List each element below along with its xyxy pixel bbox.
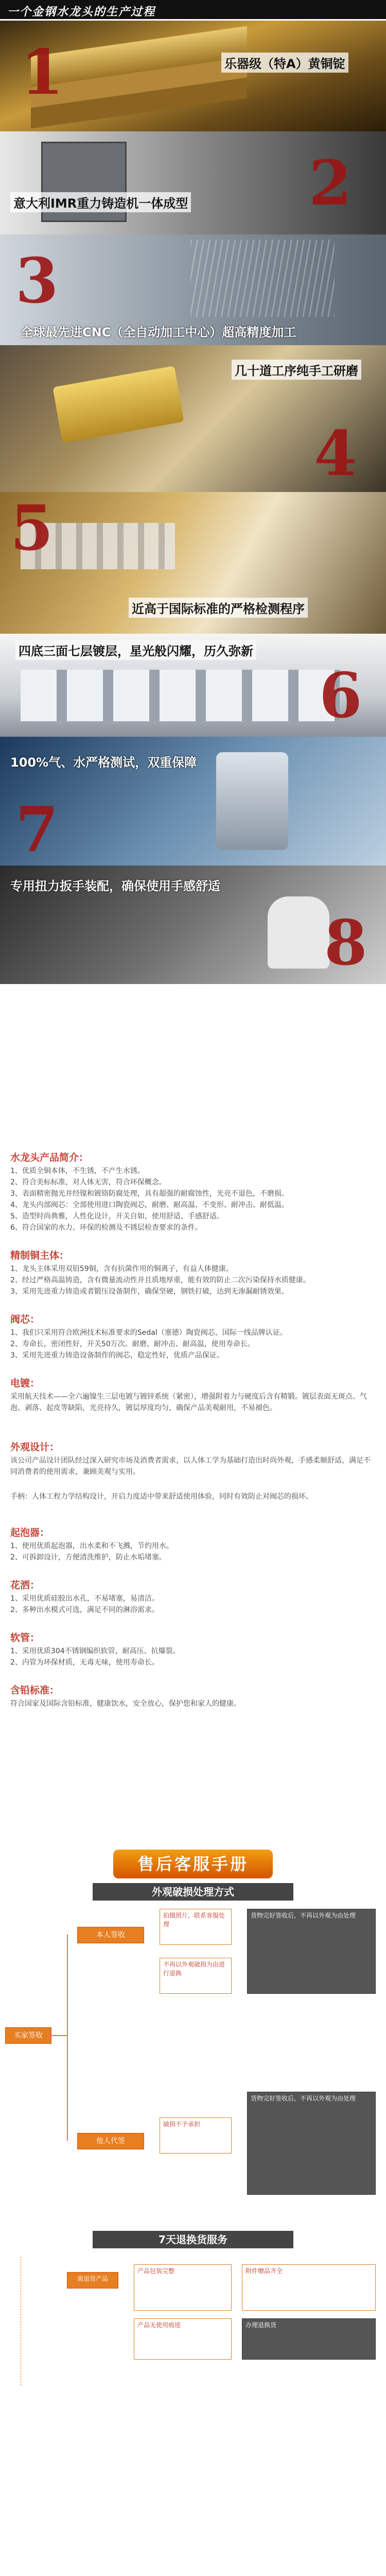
product-info-section <box>0 1145 386 1845</box>
plated-faucets-graphic <box>21 670 340 721</box>
intro-item-3: 3、表面精密抛光并经镍和镀铬防腐处理，具有超强的耐腐蚀性，光亮不退色，不磨损。 <box>10 1190 289 1198</box>
aerator-title: 起泡器： <box>10 1527 50 1538</box>
copper-title: 精制铜主体： <box>10 1250 69 1261</box>
glove-assembly-graphic <box>268 896 329 969</box>
intro-title: 水龙头产品简介： <box>10 1152 89 1163</box>
proxy-signed-node: 他人代签 <box>77 2133 144 2149</box>
sprinkle-item-1: 1、采用优质硅胶出水孔，不易堵塞，易清洁。 <box>10 1595 159 1603</box>
step-1-label: 乐器级（特A）黄铜锭 <box>221 53 348 73</box>
test-bench-graphic <box>216 752 288 850</box>
step-5-number: 5 <box>10 492 54 565</box>
after-sales-title: 售后客服手册 <box>113 1850 273 1878</box>
policy-note-1: 货物完好签收后，不再以外观为由处理 <box>247 1909 376 1994</box>
return-step-2: 产品包装完整 <box>134 2264 232 2311</box>
step-8-number: 8 <box>324 907 367 979</box>
self-signed-node: 本人签收 <box>77 1927 144 1943</box>
handle-text: 手柄：人体工程力学结构设计，开启力度适中带来舒适使用体验，同时有效防止对阀芯的损坏。 <box>10 1493 313 1501</box>
design-title: 外观设计： <box>10 1442 60 1453</box>
step-3-panel <box>0 234 386 345</box>
plating-title: 电镀： <box>10 1378 40 1389</box>
return-result: 办理退换货 <box>242 2318 376 2360</box>
intro-item-1: 1、优质全铜本体，不生锈，不产生水锈。 <box>10 1167 145 1175</box>
copper-item-2: 2、经过严格高温铸造，含有微量流动性并且质地厚重，能有效的防止二次污染保持水质健康。 <box>10 1276 310 1284</box>
polished-part-graphic <box>52 366 184 443</box>
copper-item-1: 1、龙头主体采用双铅59铜，含有抗菌作用的铜离子，有益人体健康。 <box>10 1265 233 1273</box>
step-4-panel <box>0 345 386 492</box>
return-service-bar: 7天退换货服务 <box>93 2231 293 2248</box>
lead-text: 符合国家及国际含铅标准，健康饮水，安全放心，保护您和家人的健康。 <box>10 1700 241 1708</box>
step-7-number: 7 <box>15 793 59 866</box>
step-1-panel <box>0 21 386 131</box>
sprinkle-item-2: 2、多种出水模式可选，满足不同的淋浴需求。 <box>10 1606 159 1614</box>
valve-item-2: 2、寿命长，密闭性好，开关50万次。耐磨、耐冲击、耐高温，使用寿命长。 <box>10 1340 255 1348</box>
header-title: 一个金钢水龙头的生产过程 <box>7 6 156 19</box>
valve-item-3: 3、采用先进重力铸造设备制作的阀芯，稳定性好，优质产品保证。 <box>10 1351 224 1360</box>
step-1-number: 1 <box>21 36 64 109</box>
hose-item-1: 1、采用优质304不锈钢编织软管，耐高压、抗爆裂。 <box>10 1647 180 1655</box>
header-bar <box>0 0 386 21</box>
step-4-label: 几十道工序纯手工研磨 <box>232 360 361 380</box>
cnc-coolant-graphic <box>190 240 335 317</box>
return-step-4: 附件赠品齐全 <box>242 2264 376 2311</box>
sprinkle-title: 花洒： <box>10 1580 40 1591</box>
result-box-1: 拍摄照片，联系客服处理 <box>160 1909 232 1945</box>
step-6-label: 四底三面七层镀层，星光般闪耀，历久弥新 <box>15 640 256 660</box>
start-node: 买家签收 <box>5 2027 51 2044</box>
hose-item-2: 2、内管为环保材质，无毒无味，使用寿命长。 <box>10 1658 159 1667</box>
step-2-panel <box>0 131 386 234</box>
copper-item-3: 3、采用先进重力铸造或者锻压设备制作，确保坚硬，钢铁打破，达到无渗漏耐锈效果。 <box>10 1287 289 1296</box>
aerator-item-1: 1、使用优质起泡器，出水柔和不飞溅，节约用水。 <box>10 1542 173 1550</box>
policy-note-2: 货物完好签收后，不再以外观为由处理 <box>247 2092 376 2195</box>
intro-item-6: 6、符合国家的水力、环保的检测及不锈层检查要求的条件。 <box>10 1224 202 1232</box>
step-5-label: 近高于国际标准的严格检测程序 <box>129 598 308 618</box>
valve-title: 阀芯： <box>10 1314 40 1325</box>
step-5-panel <box>0 492 386 634</box>
connector <box>51 2035 67 2036</box>
design-text: 该公司产品设计团队经过深入研究市场及消费者需求，以人体工学为基础打造出时尚外观，手感柔顺舒适，满足不同消费者的使用需求，兼顾美观与实用。 <box>10 1456 371 1476</box>
aerator-item-2: 2、可拆卸设计，方便清洗维护，防止水垢堵塞。 <box>10 1553 166 1562</box>
step-7-panel <box>0 737 386 866</box>
result-box-2: 不再以外观破损为由进行退换 <box>160 1958 232 1994</box>
intro-item-2: 2、符合美标标准，对人体无害，符合环保概念。 <box>10 1178 166 1187</box>
connector <box>67 1935 68 2141</box>
step-6-panel <box>0 634 386 737</box>
step-8-label: 专用扭力扳手装配，确保使用手感舒适 <box>10 879 220 893</box>
return-step-3: 产品无使用痕迹 <box>134 2318 232 2360</box>
step-8-panel <box>0 866 386 984</box>
step-2-number: 2 <box>309 147 352 219</box>
spacer <box>0 984 386 1145</box>
proxy-result-box: 破损不予承担 <box>160 2117 232 2154</box>
step-3-label: 全球最先进CNC（全自动加工中心）超高精度加工 <box>21 325 296 340</box>
step-6-number: 6 <box>319 659 362 732</box>
plating-text: 采用航天技术——全六遍镍生三层电镀与镀锌系统（紧密），增强附着力与硬度后含有精锻。镀层表面无斑点、气泡、剥落、起皮等缺陷，光亮持久，镀层厚度均匀，确保产品美观耐用，不易褪色。 <box>10 1393 367 1412</box>
intro-item-5: 5、造型时尚典雅，人性化设计，开关自如，使用舒适、手感舒适。 <box>10 1212 224 1221</box>
lead-title: 含铅标准： <box>10 1685 60 1696</box>
valve-item-1: 1、我们只采用符合欧洲技术标准要求的Sedal（塞德）陶瓷阀芯，国际一线品牌认证。 <box>10 1329 287 1337</box>
step-3-number: 3 <box>15 245 59 317</box>
return-step-1: 需退货产品 <box>67 2272 118 2289</box>
hose-title: 软管： <box>10 1632 40 1643</box>
step-2-label: 意大利IMR重力铸造机一体成型 <box>10 192 191 212</box>
step-4-number: 4 <box>314 417 357 490</box>
damage-handling-bar: 外观破损处理方式 <box>93 1883 293 1901</box>
step-7-label: 100%气、水严格测试，双重保障 <box>10 755 197 770</box>
intro-item-4: 4、龙头内部阀芯：全部使用进口陶瓷阀芯，耐磨、耐高温、不变形、耐冲击、耐低温。 <box>10 1201 289 1209</box>
